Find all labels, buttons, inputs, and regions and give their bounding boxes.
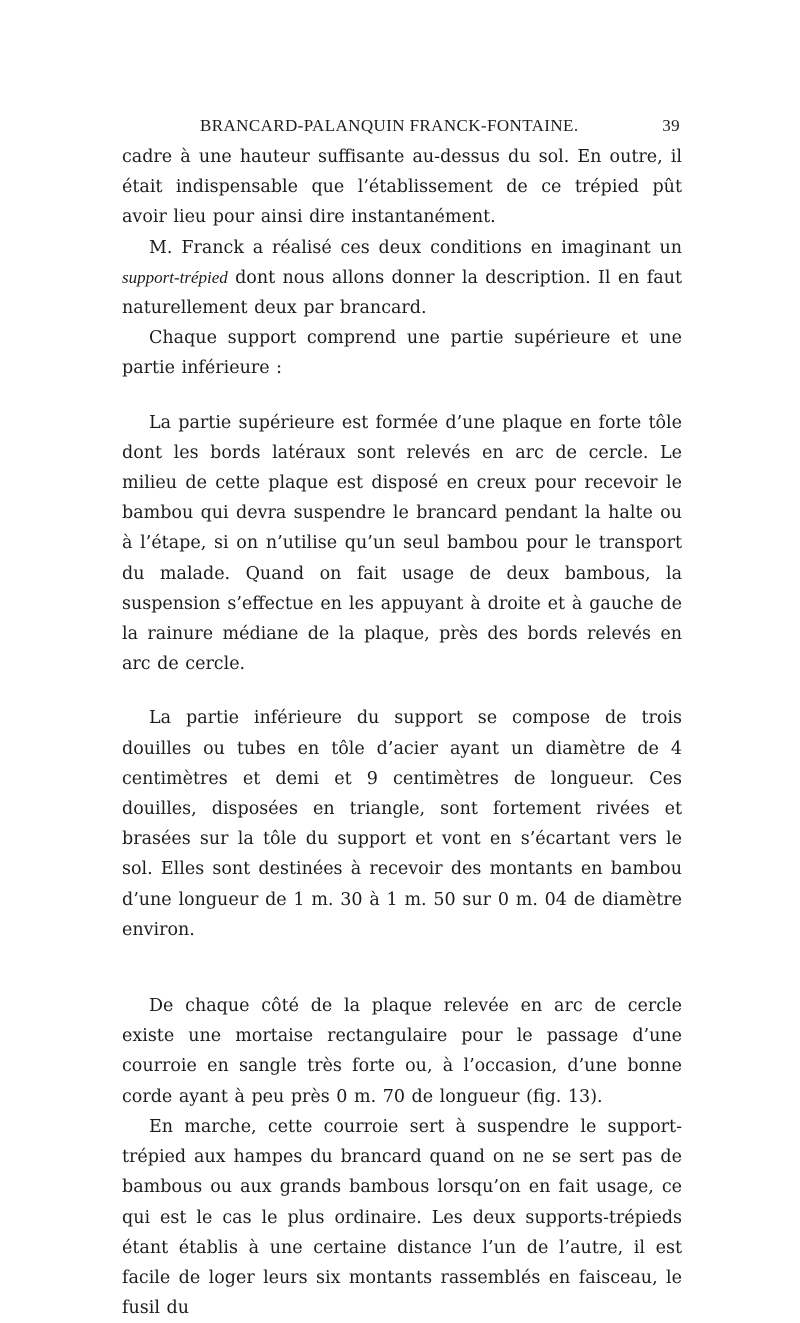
italic-term: support-trépied xyxy=(122,267,228,287)
paragraph-text: M. Franck a réalisé ces deux conditions en imaginant un xyxy=(149,237,682,258)
paragraph-upper-part: La partie supérieure est formée d’une plaque en forte tôle dont les bords latéraux sont relevés en arc de cercle. Le milieu de cette plaque est disposé en creux pour recevoir le bambou qui devra suspendre le brancard pendant la halte ou à l’étape, si on n’utilise qu’un seul bambou pour le transport du malade. Quand on fait usage de deux bambous, la suspension s’effectue en les appuyant à droite et à gauche de la rainure médiane de la plaque, près des bords relevés en arc de cercle. xyxy=(122,412,682,675)
paragraph-marching: En marche, cette courroie sert à suspendre le support-trépied aux hampes du brancard quand on ne se sert pas de bambous ou aux grands bambous lorsqu’on en fait usage, ce qui est le cas le plus ordinaire. Les deux supports-trépieds étant établis à une certaine distance l’un de l’autre, il est facile de loger leurs six montants rassemblés en faisceau, le fusil du xyxy=(122,1116,682,1319)
book-page xyxy=(122,112,682,1323)
paragraph-lower-part: La partie inférieure du support se compose de trois douilles ou tubes en tôle d’acier ayant un diamètre de 4 centimètres et demi et 9 centimètres de longueur. Ces douilles, disposées en triangle, sont fortement rivées et brasées sur la tôle du support et vont en s’écartant vers le sol. Elles sont destinées à recevoir des montants en bambou d’une longueur de 1 m. 30 à 1 m. 50 sur 0 m. 04 de diamètre environ. xyxy=(122,708,682,940)
running-header xyxy=(122,112,682,142)
paragraph-mortise: De chaque côté de la plaque relevée en arc de cercle existe une mortaise rectangulaire pour le passage d’une courroie en sangle très forte ou, à l’occasion, d’une bonne corde ayant à peu près 0 m. 70 de longueur (fig. 13). xyxy=(122,996,682,1107)
paragraph-continued: cadre à une hauteur suffisante au-dessus du sol. En outre, il était indispensable que l’établissement de ce trépied pût avoir lieu pour ainsi dire instantanément. xyxy=(122,147,682,228)
paragraph-support-parts: Chaque support comprend une partie supérieure et une partie inférieure : xyxy=(122,328,682,379)
running-title: BRANCARD-PALANQUIN FRANCK-FONTAINE. xyxy=(200,116,579,135)
paragraph-text: dont nous allons donner la description. Il en faut naturellement deux par brancard. xyxy=(122,267,682,319)
paragraph-support-trepied xyxy=(122,233,682,324)
page-number: 39 xyxy=(662,116,680,135)
